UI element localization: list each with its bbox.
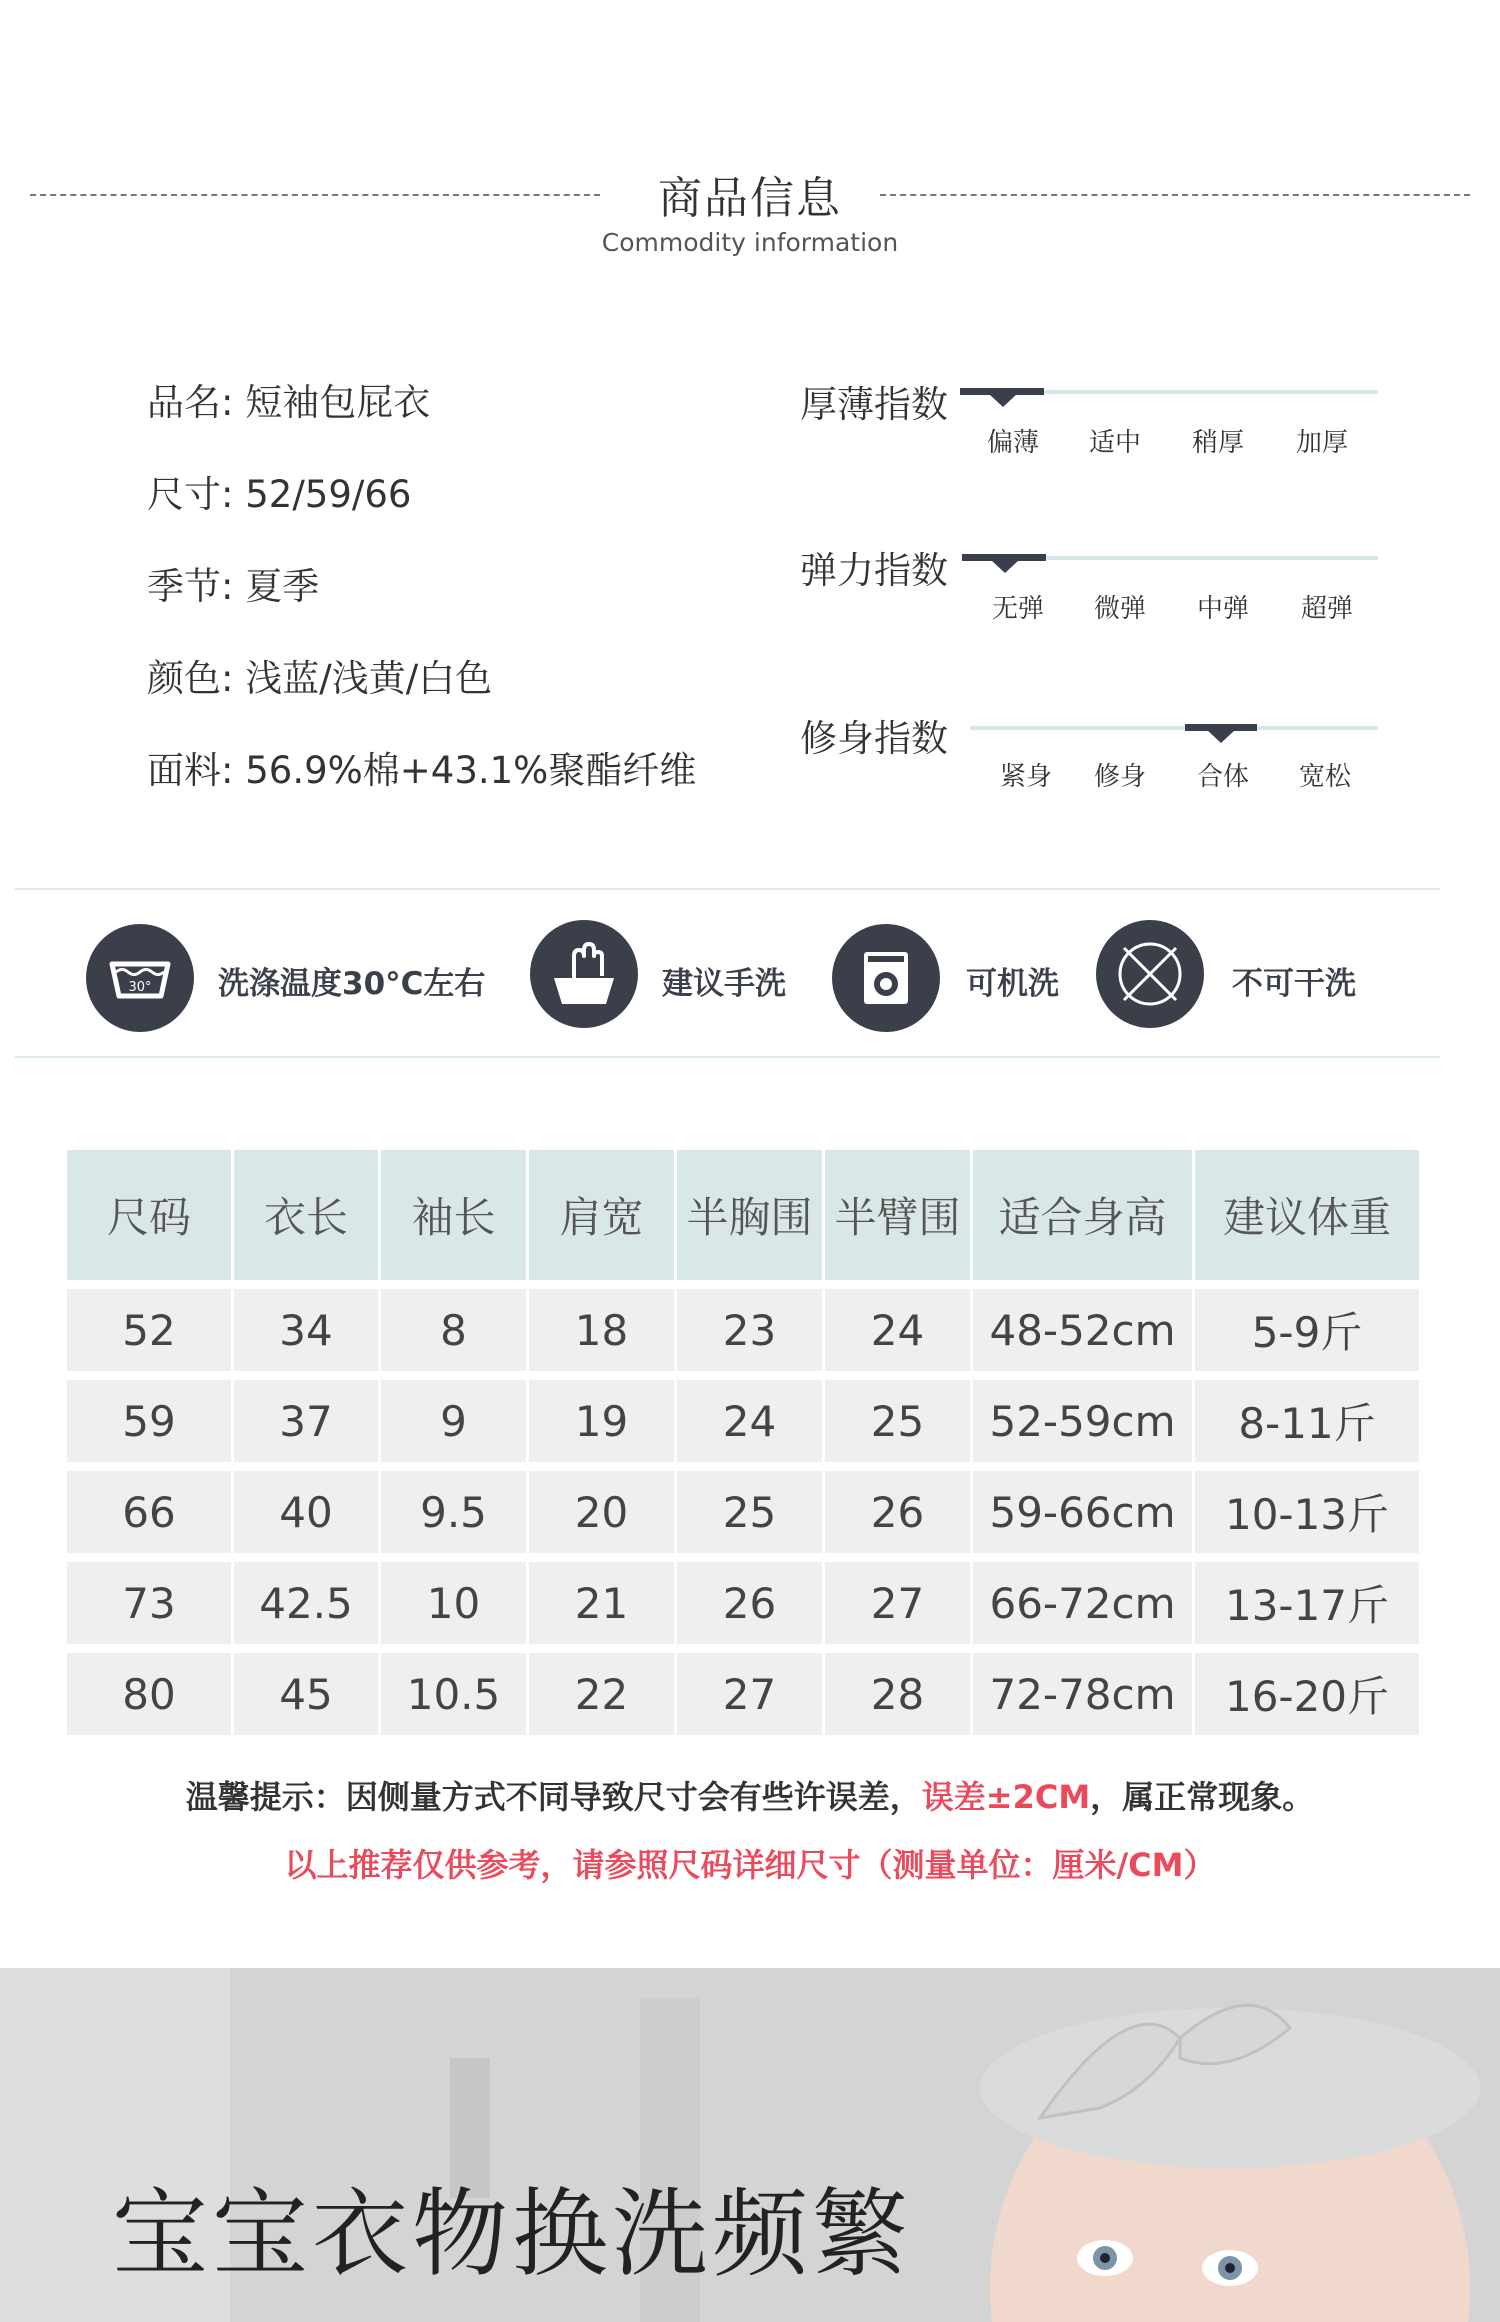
elasticity-tick: 超弹 xyxy=(1300,594,1353,624)
care-wash-temp: 洗涤温度30°C左右 xyxy=(218,966,486,1002)
hand-wash-icon xyxy=(530,920,638,1028)
care-hand-wash: 建议手洗 xyxy=(662,966,786,1002)
info-value: 夏季 xyxy=(245,565,320,608)
fit-index-pointer-icon xyxy=(1207,730,1235,743)
table-cell: 28 xyxy=(825,1653,973,1735)
table-cell: 66-72cm xyxy=(973,1562,1195,1644)
table-row xyxy=(67,1280,1419,1371)
table-cell: 23 xyxy=(677,1289,825,1371)
table-cell: 20 xyxy=(529,1471,677,1553)
hero-banner xyxy=(0,1968,1500,2322)
table-cell: 10 xyxy=(381,1562,529,1644)
info-value: 52/59/66 xyxy=(245,473,412,516)
tip-tolerance: 误差±2CM xyxy=(921,1778,1091,1816)
table-cell: 42.5 xyxy=(234,1562,381,1644)
table-cell: 72-78cm xyxy=(973,1653,1195,1735)
table-header-cell: 袖长 xyxy=(381,1150,529,1280)
table-cell: 34 xyxy=(234,1289,381,1371)
table-cell: 27 xyxy=(825,1562,973,1644)
fit-index-label: 修身指数 xyxy=(800,717,948,760)
table-cell: 48-52cm xyxy=(973,1289,1195,1371)
care-bottom-divider xyxy=(15,1056,1440,1058)
table-cell: 80 xyxy=(67,1653,234,1735)
elasticity-tick: 无弹 xyxy=(991,594,1044,624)
table-header-cell: 半胸围 xyxy=(677,1150,825,1280)
info-value: 浅蓝/浅黄/白色 xyxy=(245,657,493,700)
fit-tick: 合体 xyxy=(1196,762,1249,792)
table-cell: 37 xyxy=(234,1380,381,1462)
section-title: 商品信息 xyxy=(658,173,842,224)
table-cell: 73 xyxy=(67,1562,234,1644)
table-cell: 9.5 xyxy=(381,1471,529,1553)
table-cell: 52-59cm xyxy=(973,1380,1195,1462)
info-value: 56.9%棉+43.1%聚酯纤维 xyxy=(245,749,697,792)
table-header-cell: 尺码 xyxy=(67,1150,234,1280)
tip-measurement xyxy=(0,1772,1500,1818)
thickness-index-label: 厚薄指数 xyxy=(800,383,948,426)
table-cell: 26 xyxy=(677,1562,825,1644)
care-no-dry-clean: 不可干洗 xyxy=(1232,966,1356,1002)
info-color xyxy=(147,648,492,702)
table-cell: 21 xyxy=(529,1562,677,1644)
no-dry-clean-icon xyxy=(1096,920,1204,1028)
thickness-tick: 稍厚 xyxy=(1191,428,1244,458)
elasticity-index-pointer-icon xyxy=(991,560,1019,573)
elasticity-tick: 中弹 xyxy=(1196,594,1249,624)
info-value: 短袖包屁衣 xyxy=(245,381,431,424)
table-row xyxy=(67,1462,1419,1553)
table-cell: 22 xyxy=(529,1653,677,1735)
table-cell: 27 xyxy=(677,1653,825,1735)
table-cell: 40 xyxy=(234,1471,381,1553)
table-cell: 59-66cm xyxy=(973,1471,1195,1553)
elasticity-tick: 微弹 xyxy=(1093,594,1146,624)
info-name xyxy=(147,372,430,426)
tip-text: ，属正常现象。 xyxy=(1090,1778,1315,1816)
table-cell: 13-17斤 xyxy=(1195,1562,1419,1644)
fit-tick: 紧身 xyxy=(999,762,1052,792)
table-cell: 10-13斤 xyxy=(1195,1471,1419,1553)
table-header-cell: 肩宽 xyxy=(529,1150,677,1280)
table-cell: 52 xyxy=(67,1289,234,1371)
info-label: 季节: xyxy=(147,565,234,608)
table-cell: 8 xyxy=(381,1289,529,1371)
table-row xyxy=(67,1371,1419,1462)
table-cell: 18 xyxy=(529,1289,677,1371)
table-cell: 24 xyxy=(677,1380,825,1462)
washing-machine-icon xyxy=(832,924,940,1032)
table-header-row xyxy=(67,1150,1419,1280)
table-cell: 59 xyxy=(67,1380,234,1462)
table-cell: 45 xyxy=(234,1653,381,1735)
table-cell: 9 xyxy=(381,1380,529,1462)
table-row xyxy=(67,1644,1419,1735)
table-cell: 8-11斤 xyxy=(1195,1380,1419,1462)
table-cell: 16-20斤 xyxy=(1195,1653,1419,1735)
table-cell: 25 xyxy=(825,1380,973,1462)
thickness-tick: 偏薄 xyxy=(986,428,1039,458)
wash-temp-text: 30° xyxy=(128,980,152,995)
elasticity-index-label: 弹力指数 xyxy=(800,549,948,592)
wash-30-icon xyxy=(86,924,194,1032)
fit-tick: 修身 xyxy=(1093,762,1146,792)
table-row xyxy=(67,1553,1419,1644)
thickness-index-pointer-icon xyxy=(989,394,1017,407)
table-header-cell: 衣长 xyxy=(234,1150,381,1280)
table-header-cell: 建议体重 xyxy=(1195,1150,1419,1280)
thickness-tick: 加厚 xyxy=(1295,428,1348,458)
info-label: 颜色: xyxy=(147,657,234,700)
info-label: 尺寸: xyxy=(147,473,234,516)
thickness-tick: 适中 xyxy=(1088,428,1141,458)
banner-headline: 宝宝衣物换洗频繁 xyxy=(112,2178,912,2290)
info-fabric xyxy=(147,740,696,794)
tip-reference: 以上推荐仅供参考，请参照尺码详细尺寸（测量单位：厘米/CM） xyxy=(284,1846,1216,1884)
care-top-divider xyxy=(15,888,1440,890)
care-machine-wash: 可机洗 xyxy=(966,966,1059,1002)
table-cell: 25 xyxy=(677,1471,825,1553)
table-header-cell: 半臂围 xyxy=(825,1150,973,1280)
fit-tick: 宽松 xyxy=(1298,762,1351,792)
section-subtitle: Commodity information xyxy=(601,228,899,257)
fit-index-track xyxy=(970,726,1378,730)
info-label: 面料: xyxy=(147,749,234,792)
table-header-cell: 适合身高 xyxy=(973,1150,1195,1280)
table-cell: 66 xyxy=(67,1471,234,1553)
info-label: 品名: xyxy=(147,381,234,424)
table-cell: 19 xyxy=(529,1380,677,1462)
table-cell: 10.5 xyxy=(381,1653,529,1735)
table-cell: 26 xyxy=(825,1471,973,1553)
tip-text: 温馨提示：因侧量方式不同导致尺寸会有些许误差， xyxy=(185,1778,922,1816)
table-cell: 5-9斤 xyxy=(1195,1289,1419,1371)
table-cell: 24 xyxy=(825,1289,973,1371)
info-season xyxy=(147,556,319,610)
info-size xyxy=(147,464,411,518)
size-table xyxy=(67,1150,1419,1735)
